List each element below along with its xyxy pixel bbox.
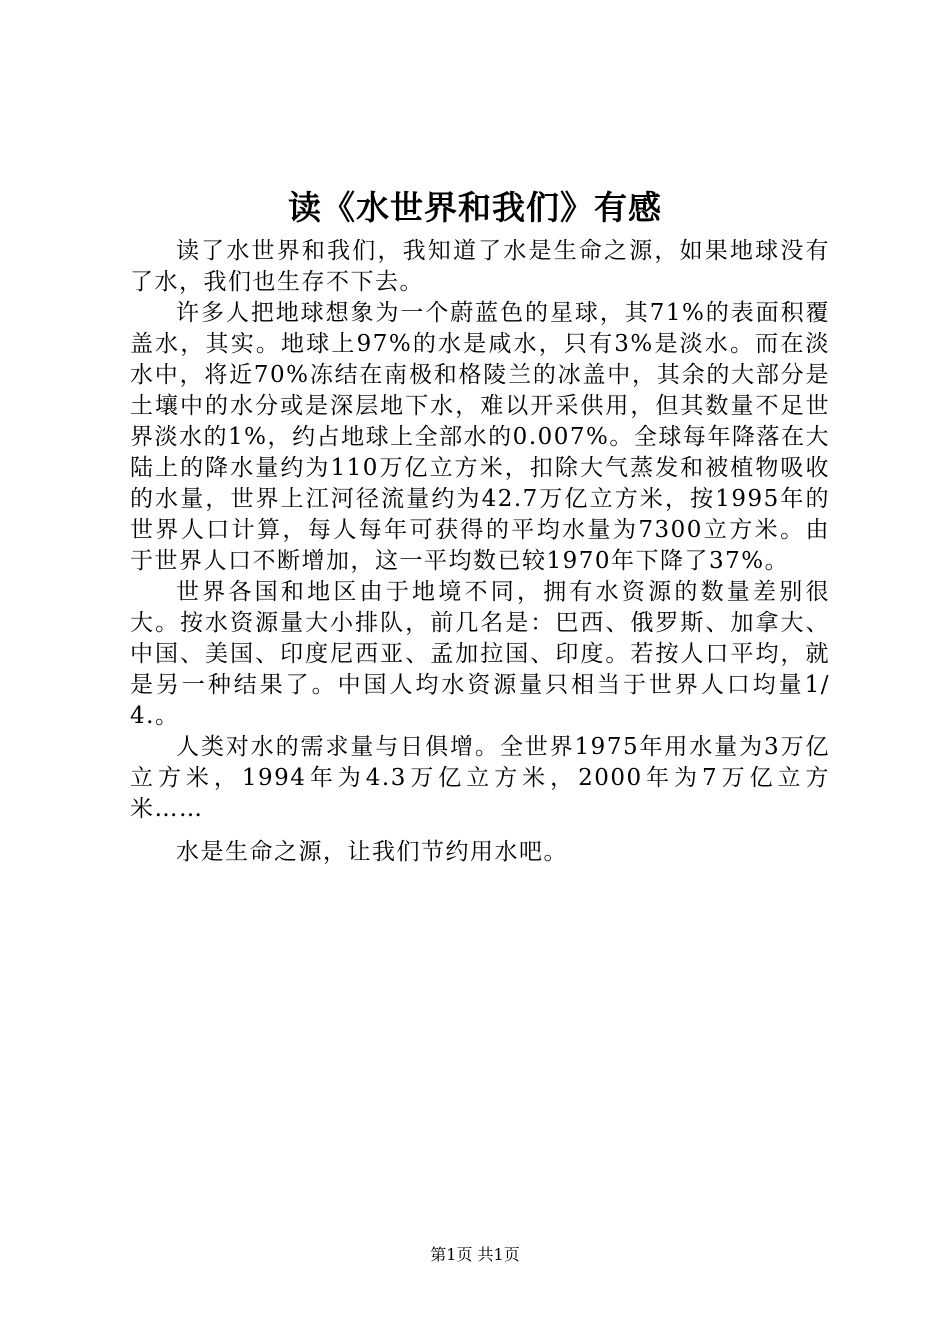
paragraph-water-distribution: 许多人把地球想象为一个蔚蓝色的星球，其71%的表面积覆盖水，其实。地球上97%的水是咸水，只有3%是淡水。而在淡水中，将近70%冻结在南极和格陵兰的冰盖中，其余的大部分是土壤中的水分或是深层地下水，难以开采供用，但其数量不足世界淡水的1%，约占地球上全部水的0.007%。全球每年降落在大陆上的降水量约为110万亿立方米，扣除大气蒸发和被植物吸收的水量，世界上江河径流量约为42.7万亿立方米，按1995年的世界人口计算，每人每年可获得的平均水量为7300立方米。由于世界人口不断增加，这一平均数已较1970年下降了37%。 <box>130 300 830 574</box>
document-body <box>130 236 830 868</box>
paragraph-water-demand: 人类对水的需求量与日俱增。全世界1975年用水量为3万亿立方米，1994年为4.3万亿立方米，2000年为7万亿立方米…… <box>130 734 830 822</box>
page-footer: 第1页 共1页 <box>430 1245 520 1264</box>
document-title: 读《水世界和我们》有感 <box>288 188 662 227</box>
paragraph-water-resources-by-country: 世界各国和地区由于地境不同，拥有水资源的数量差别很大。按水资源量大小排队，前几名是：巴西、俄罗斯、加拿大、中国、美国、印度尼西亚、孟加拉国、印度。若按人口平均，就是另一种结果了。中国人均水资源量只相当于世界人口均量1/4.。 <box>130 579 830 729</box>
paragraph-conclusion: 水是生命之源，让我们节约用水吧。 <box>176 839 568 865</box>
paragraph-intro: 读了水世界和我们，我知道了水是生命之源，如果地球没有了水，我们也生存不下去。 <box>130 238 830 295</box>
